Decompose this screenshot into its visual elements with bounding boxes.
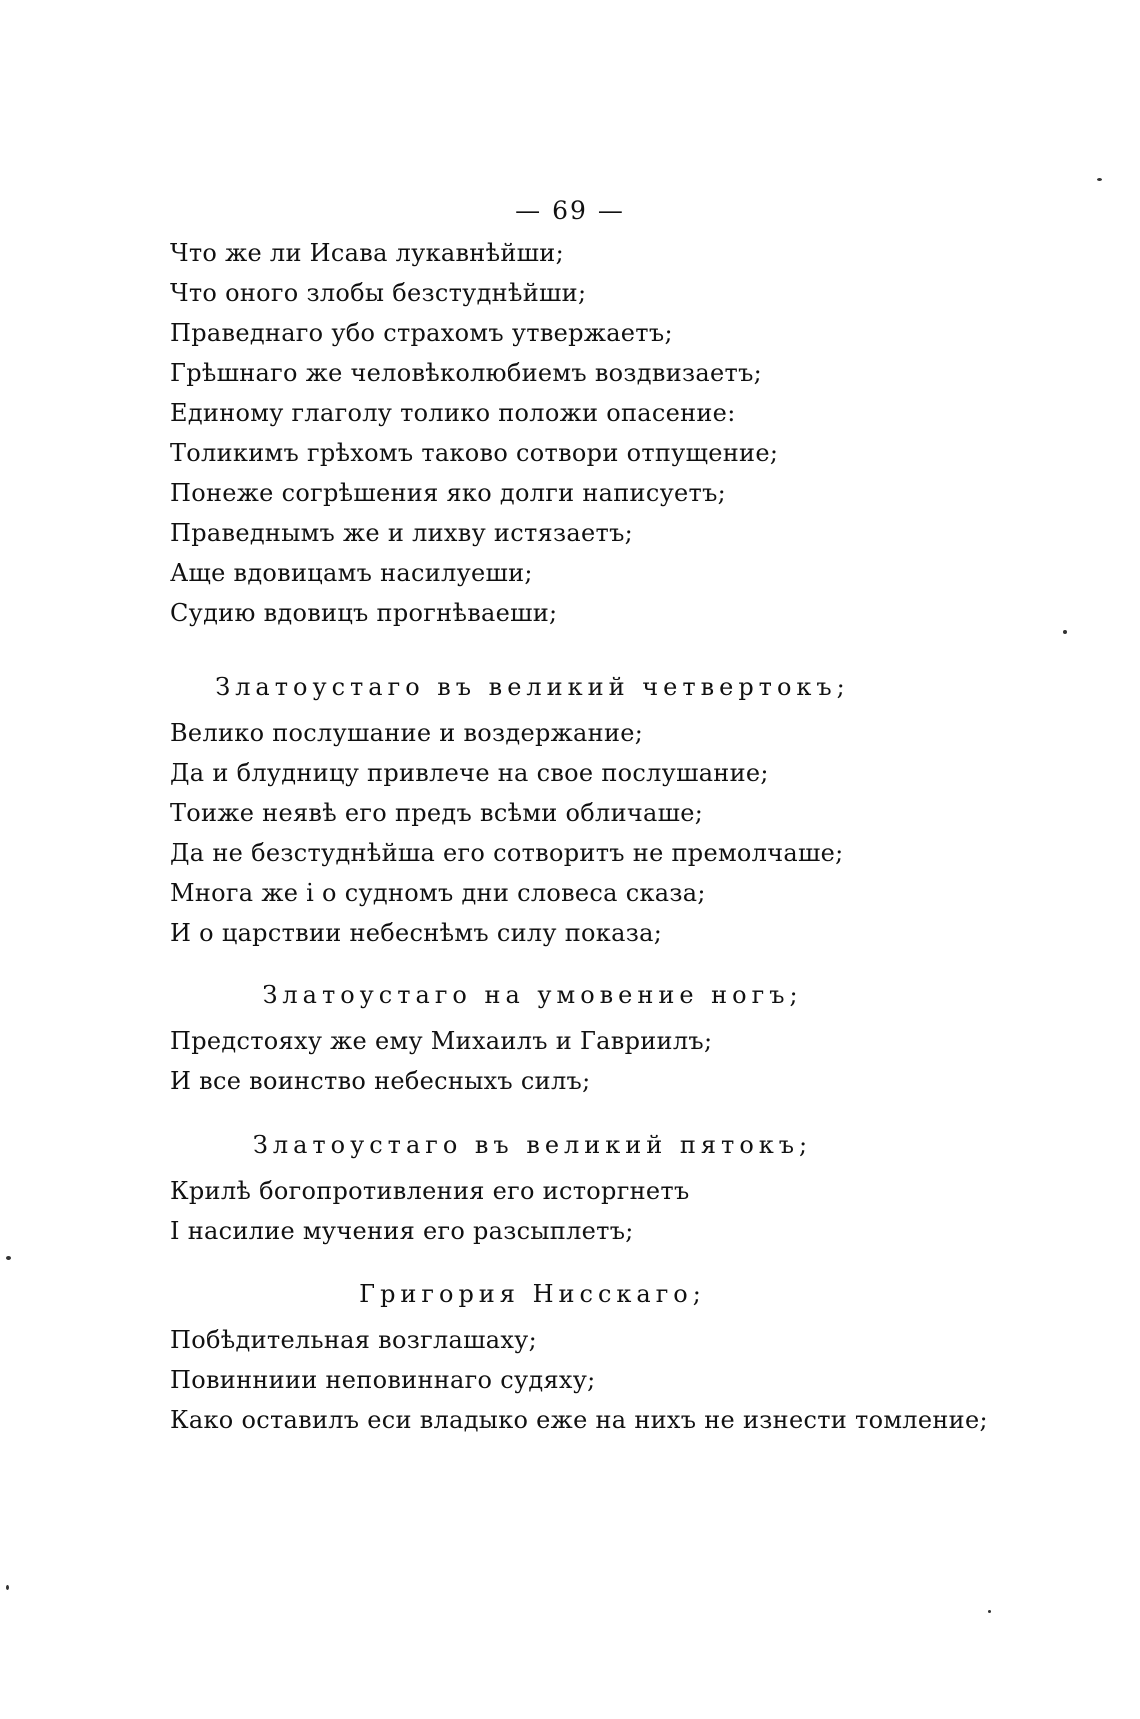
text-line: Како оставилъ еси владыко еже на нихъ не изнести томление;	[170, 1406, 988, 1434]
text-line: Толикимъ грѣхомъ таково сотвори отпущение;	[170, 439, 779, 467]
scan-speck	[6, 1585, 9, 1590]
page-number: — 69 —	[515, 196, 625, 225]
text-line: Праведнымъ же и лихву истязаетъ;	[170, 519, 634, 547]
text-line: Грѣшнаго же человѣколюбиемъ воздвизаетъ;	[170, 359, 763, 387]
scan-speck	[988, 1610, 991, 1613]
section-3-text	[170, 1021, 1030, 1101]
text-line: Повинниии неповиннаго судяху;	[170, 1366, 596, 1394]
text-line: Судию вдовицъ прогнѣваеши;	[170, 599, 558, 627]
text-line: Что оного злобы безстуднѣйши;	[170, 279, 587, 307]
text-line: И о царствии небеснѣмъ силу показа;	[170, 919, 663, 947]
text-line: Крилѣ богопротивления его исторгнетъ	[170, 1177, 690, 1205]
text-line: Понеже согрѣшения яко долги написуетъ;	[170, 479, 727, 507]
text-line: Аще вдовицамъ насилуеши;	[170, 559, 533, 587]
text-line: Что же ли Исава лукавнѣйши;	[170, 239, 564, 267]
text-line: Велико послушание и воздержание;	[170, 719, 644, 747]
section-2-text	[170, 713, 1030, 953]
text-line: И все воинство небесныхъ силъ;	[170, 1067, 591, 1095]
text-line: Единому глаголу толико положи опасение:	[170, 399, 736, 427]
section-1-text	[170, 233, 1030, 633]
scan-speck	[1063, 630, 1067, 634]
scan-speck	[1097, 178, 1102, 181]
section-4-text	[170, 1171, 1030, 1251]
scan-speck	[6, 1256, 11, 1260]
text-line: Побѣдительная возглашаху;	[170, 1326, 537, 1354]
section-heading: Златоустаго въ великий пятокъ;	[252, 1131, 813, 1159]
text-line: Многа же і о судномъ дни словеса сказа;	[170, 879, 706, 907]
text-line: Предстояху же ему Михаилъ и Гавриилъ;	[170, 1027, 713, 1055]
text-line: Да не безстуднѣйша его сотворитъ не премолчаше;	[170, 839, 844, 867]
text-line: Да и блудницу привлече на свое послушание;	[170, 759, 769, 787]
section-5-text	[170, 1320, 1030, 1440]
section-heading: Златоустаго въ великий четвертокъ;	[215, 673, 850, 701]
text-line: І насилие мучения его разсыплетъ;	[170, 1217, 634, 1245]
text-line: Праведнаго убо страхомъ утвержаетъ;	[170, 319, 673, 347]
text-line: Тоиже неявѣ его предъ всѣми обличаше;	[170, 799, 704, 827]
section-heading: Златоустаго на умовение ногъ;	[262, 981, 803, 1009]
section-heading: Григория Нисскаго;	[359, 1280, 706, 1308]
